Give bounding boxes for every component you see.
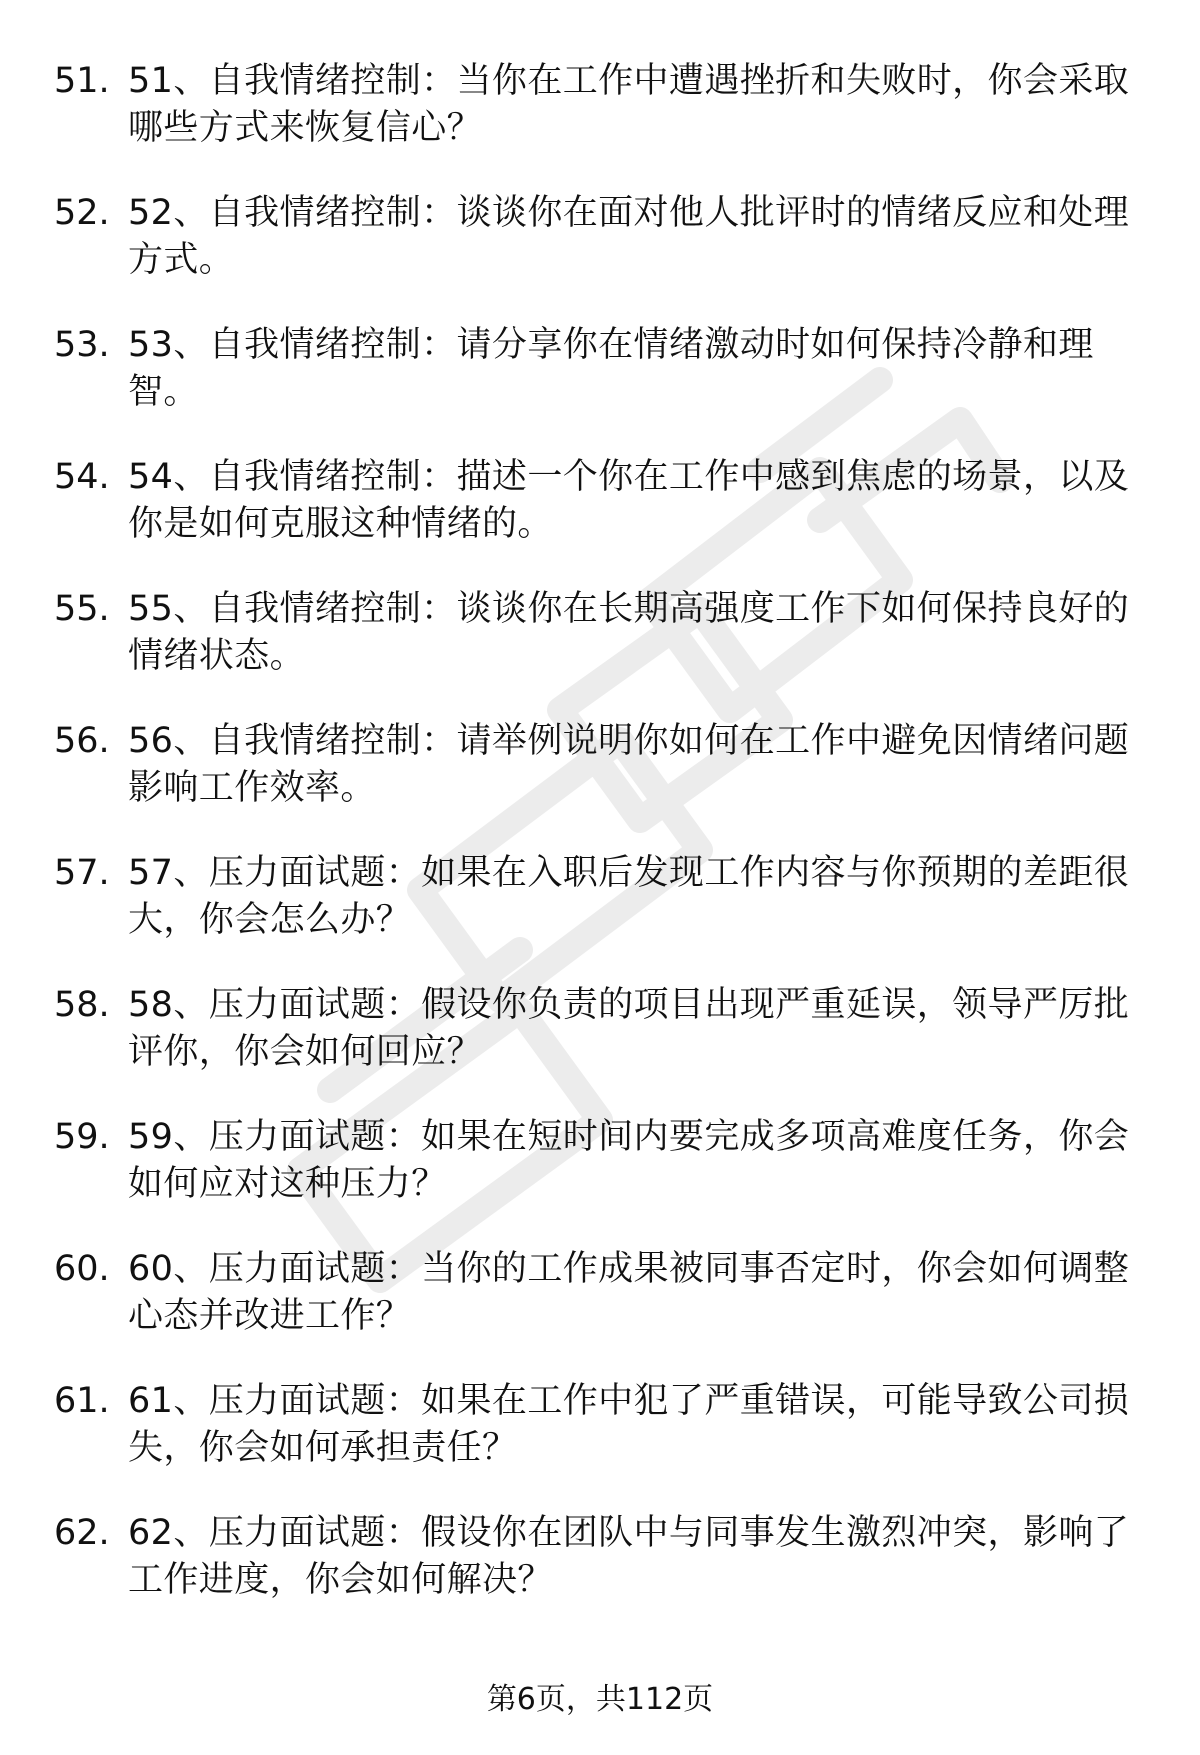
question-text: 51、自我情绪控制：当你在工作中遭遇挫折和失败时，你会采取哪些方式来恢复信心？: [128, 61, 1130, 148]
list-item: [0, 1114, 1200, 1246]
question-number: 54.: [54, 457, 110, 497]
question-number: 56.: [54, 721, 110, 761]
list-item: [0, 58, 1200, 190]
list-item: [0, 1510, 1200, 1642]
question-number: 55.: [54, 589, 110, 629]
question-number: 51.: [54, 61, 110, 101]
question-text: 52、自我情绪控制：谈谈你在面对他人批评时的情绪反应和处理方式。: [128, 193, 1130, 280]
page-footer: [0, 1680, 1200, 1720]
question-text: 60、压力面试题：当你的工作成果被同事否定时，你会如何调整心态并改进工作？: [128, 1249, 1130, 1336]
page-number-label: 第6页，共112页: [486, 1682, 714, 1717]
question-list: [0, 58, 1200, 1642]
question-text: 59、压力面试题：如果在短时间内要完成多项高难度任务，你会如何应对这种压力？: [128, 1117, 1130, 1204]
list-item: [0, 586, 1200, 718]
list-item: [0, 982, 1200, 1114]
question-number: 62.: [54, 1513, 110, 1553]
list-item: [0, 850, 1200, 982]
list-item: [0, 322, 1200, 454]
question-number: 59.: [54, 1117, 110, 1157]
list-item: [0, 1246, 1200, 1378]
list-item: [0, 454, 1200, 586]
list-item: [0, 1378, 1200, 1510]
question-text: 53、自我情绪控制：请分享你在情绪激动时如何保持冷静和理智。: [128, 325, 1094, 412]
question-number: 53.: [54, 325, 110, 365]
question-text: 61、压力面试题：如果在工作中犯了严重错误，可能导致公司损失，你会如何承担责任？: [128, 1381, 1130, 1468]
question-number: 61.: [54, 1381, 110, 1421]
question-number: 58.: [54, 985, 110, 1025]
question-text: 62、压力面试题：假设你在团队中与同事发生激烈冲突，影响了工作进度，你会如何解决？: [128, 1513, 1130, 1600]
question-number: 57.: [54, 853, 110, 893]
question-text: 58、压力面试题：假设你负责的项目出现严重延误，领导严厉批评你，你会如何回应？: [128, 985, 1130, 1072]
question-text: 54、自我情绪控制：描述一个你在工作中感到焦虑的场景，以及你是如何克服这种情绪的。: [128, 457, 1130, 544]
list-item: [0, 190, 1200, 322]
question-text: 55、自我情绪控制：谈谈你在长期高强度工作下如何保持良好的情绪状态。: [128, 589, 1130, 676]
question-number: 60.: [54, 1249, 110, 1289]
question-number: 52.: [54, 193, 110, 233]
question-text: 57、压力面试题：如果在入职后发现工作内容与你预期的差距很大，你会怎么办？: [128, 853, 1130, 940]
question-text: 56、自我情绪控制：请举例说明你如何在工作中避免因情绪问题影响工作效率。: [128, 721, 1130, 808]
list-item: [0, 718, 1200, 850]
